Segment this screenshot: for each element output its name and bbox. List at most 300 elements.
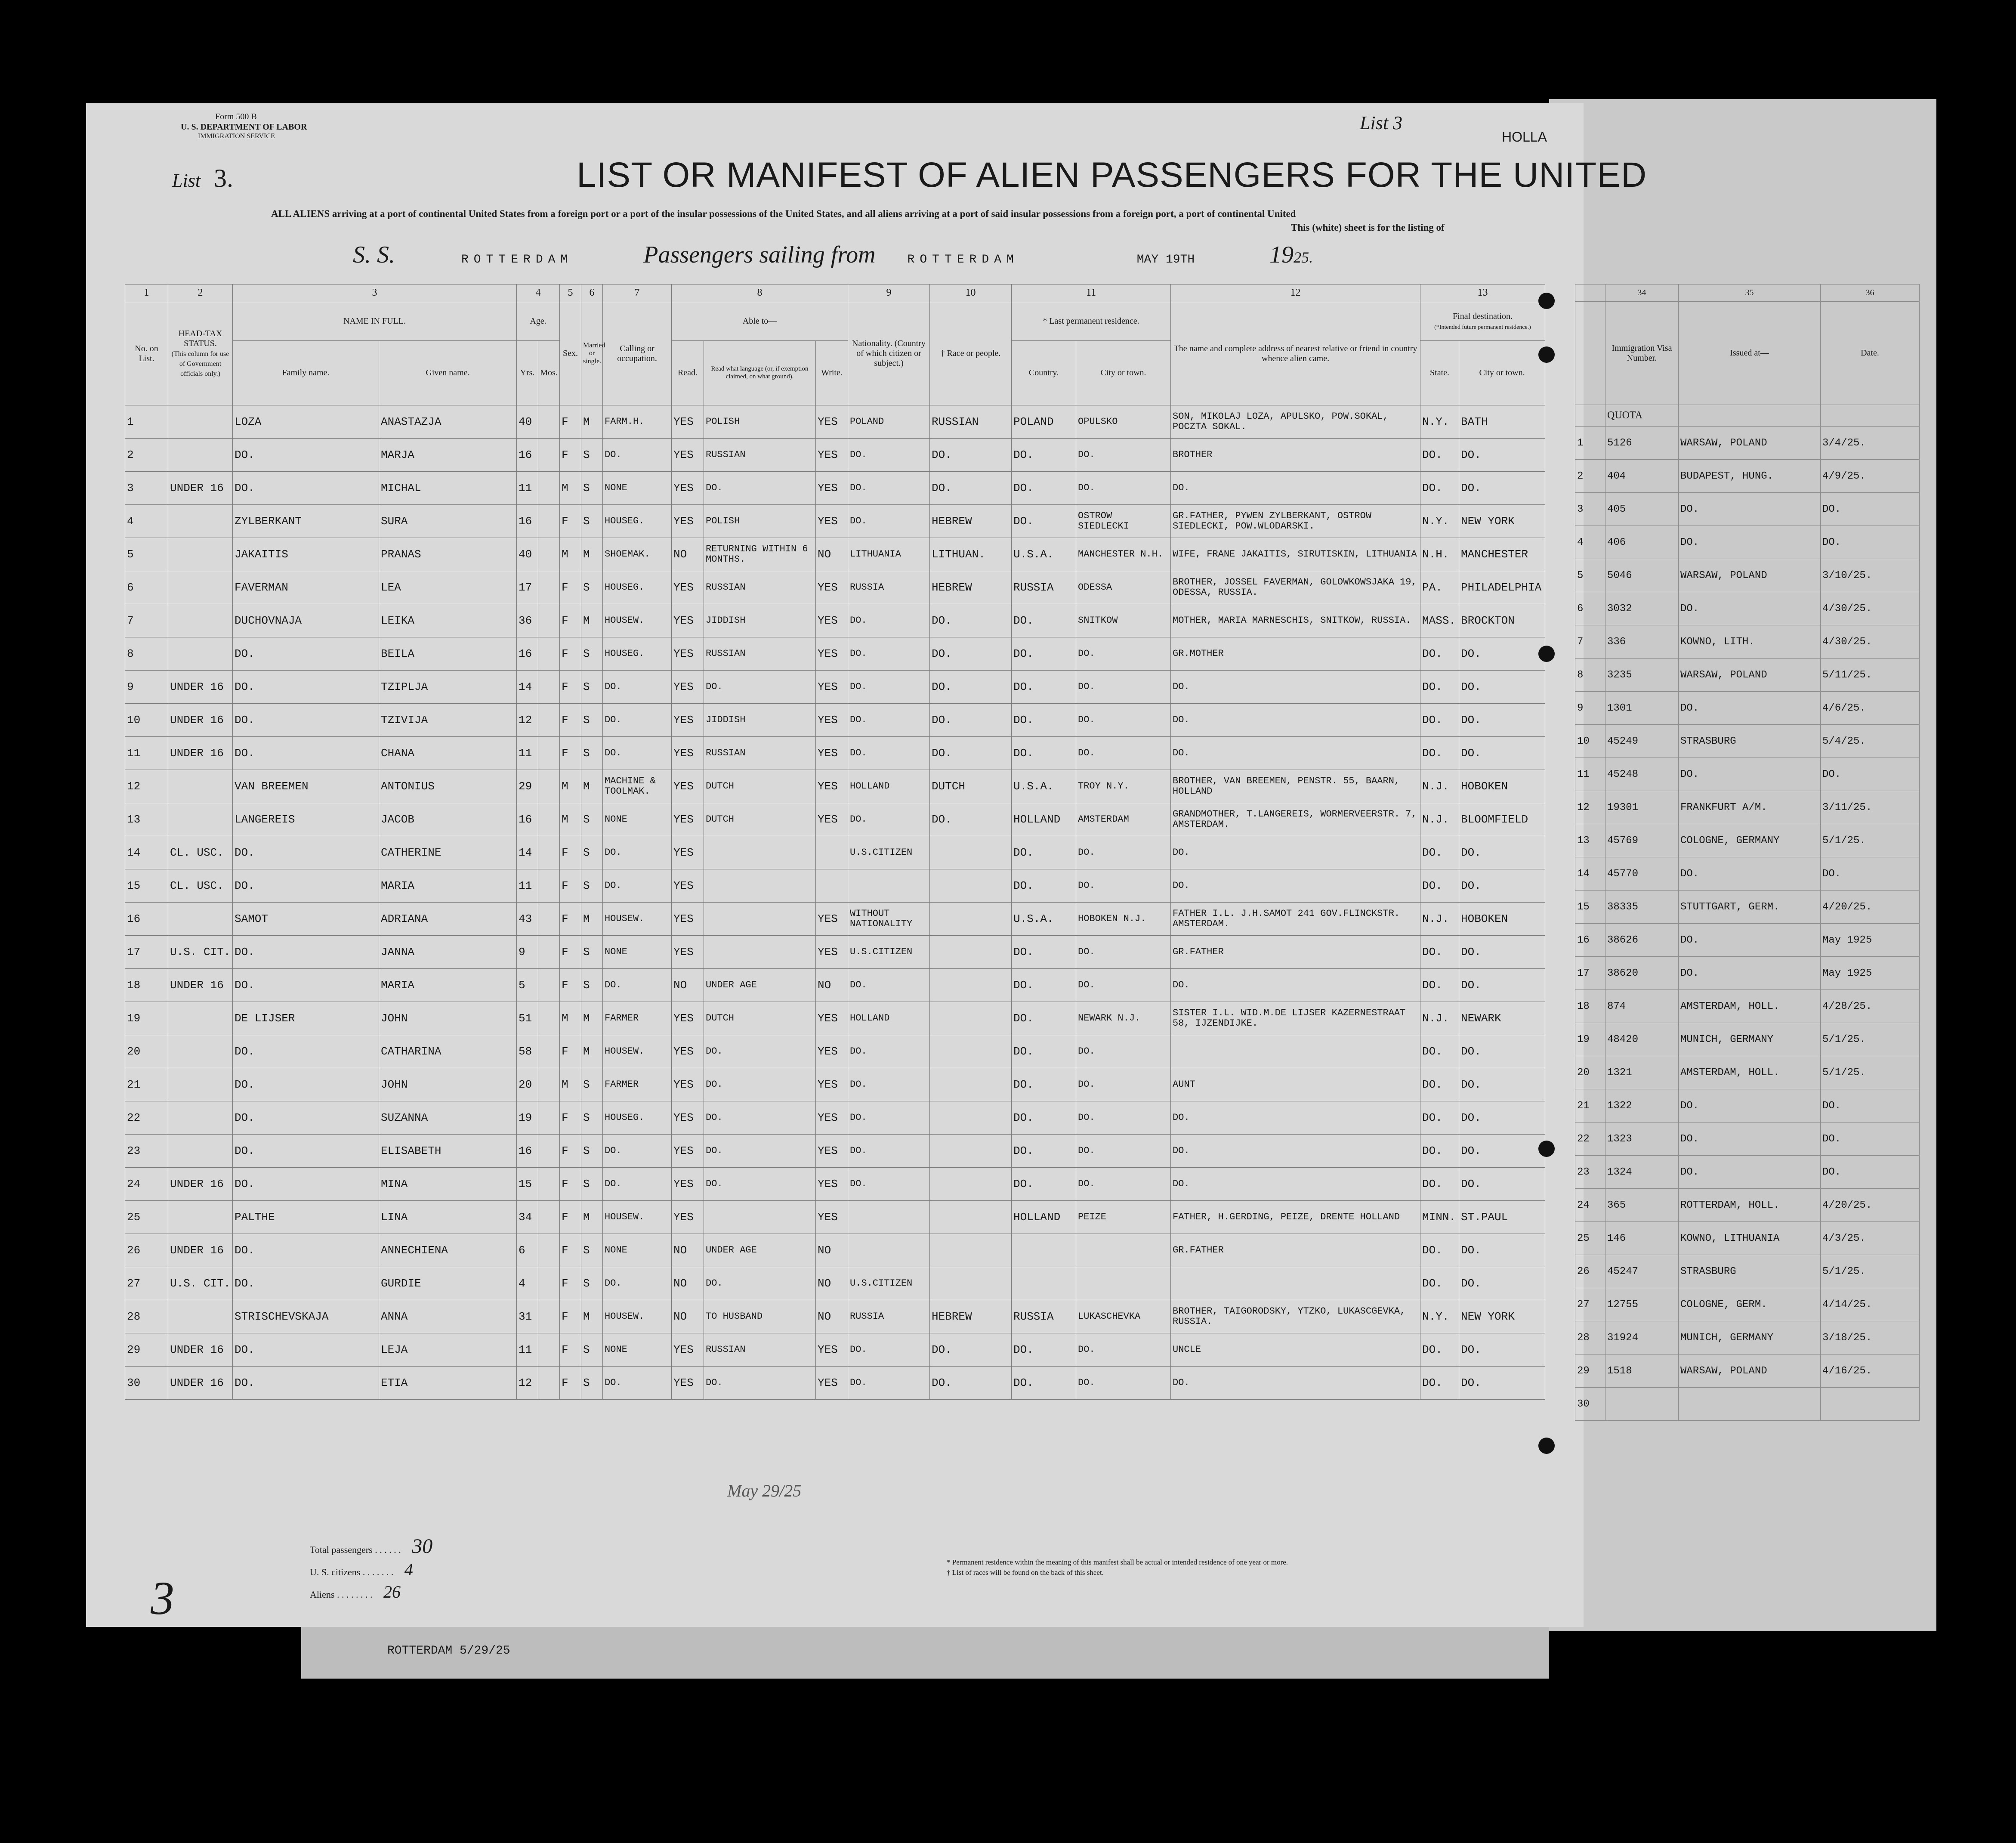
visa-cell-visa: 3235 bbox=[1605, 659, 1679, 692]
visa-cell-issued: DO. bbox=[1679, 1089, 1821, 1122]
cell-given: MARIA bbox=[379, 969, 517, 1002]
cell-nationality: RUSSIA bbox=[848, 571, 930, 604]
cell-read: NO bbox=[672, 538, 704, 571]
visa-cell-date bbox=[1821, 1388, 1920, 1421]
visa-row bbox=[1575, 592, 1920, 625]
cell-race bbox=[930, 969, 1012, 1002]
cell-lang bbox=[704, 1201, 816, 1234]
visa-cell-visa: 1322 bbox=[1605, 1089, 1679, 1122]
cell-ms: S bbox=[581, 936, 603, 969]
cell-family: LOZA bbox=[233, 405, 379, 439]
cell-read: YES bbox=[672, 604, 704, 637]
instruction-line-1: ALL ALIENS arriving at a port of continental United States from a foreign port or a port of the insular possessions of the United States, and all aliens arriving at a port of said insular possessions from a foreign port, a port of continental United bbox=[271, 208, 1296, 219]
cell-calling: DO. bbox=[603, 969, 672, 1002]
header-head-tax-title: HEAD-TAX STATUS. bbox=[178, 329, 222, 348]
header-sex: Sex. bbox=[560, 302, 581, 405]
visa-cell-no: 21 bbox=[1575, 1089, 1605, 1122]
cell-write: NO bbox=[816, 1267, 848, 1300]
visa-cell-issued: COLOGNE, GERM. bbox=[1679, 1288, 1821, 1321]
cell-race: DO. bbox=[930, 803, 1012, 836]
cell-country: DO. bbox=[1012, 1333, 1076, 1367]
col-num-3: 3 bbox=[233, 284, 517, 302]
cell-mos bbox=[538, 505, 560, 538]
cell-write: YES bbox=[816, 571, 848, 604]
cell-tax bbox=[168, 505, 233, 538]
cell-read: YES bbox=[672, 1201, 704, 1234]
cell-state: DO. bbox=[1420, 869, 1459, 903]
visa-colnum-34: 34 bbox=[1605, 284, 1679, 302]
cell-given: ELISABETH bbox=[379, 1135, 517, 1168]
visa-cell-visa: 45770 bbox=[1605, 857, 1679, 891]
table-row bbox=[125, 704, 1545, 737]
cell-sex: F bbox=[560, 1135, 581, 1168]
cell-dest: DO. bbox=[1459, 1135, 1545, 1168]
cell-dest: DO. bbox=[1459, 1068, 1545, 1101]
visa-cell-date: 3/11/25. bbox=[1821, 791, 1920, 824]
visa-row bbox=[1575, 891, 1920, 924]
visa-cell-issued bbox=[1679, 1388, 1821, 1421]
cell-country: POLAND bbox=[1012, 405, 1076, 439]
cell-city bbox=[1076, 1267, 1171, 1300]
cell-write: YES bbox=[816, 1135, 848, 1168]
handwritten-bottom: May 29/25 bbox=[727, 1481, 802, 1500]
cell-country: DO. bbox=[1012, 472, 1076, 505]
manifest-table bbox=[125, 284, 1545, 1400]
col-num-7: 7 bbox=[603, 284, 672, 302]
visa-cell-date: DO. bbox=[1821, 1122, 1920, 1156]
cell-mos bbox=[538, 1267, 560, 1300]
cell-lang bbox=[704, 836, 816, 869]
cell-given: LEJA bbox=[379, 1333, 517, 1367]
cell-family: DO. bbox=[233, 1267, 379, 1300]
cell-yrs: 5 bbox=[517, 969, 538, 1002]
cell-write: YES bbox=[816, 1367, 848, 1400]
cell-read: YES bbox=[672, 405, 704, 439]
cell-relative: DO. bbox=[1171, 1135, 1420, 1168]
header-nationality: Nationality. (Country of which citizen or subject.) bbox=[848, 302, 930, 405]
cell-dest: PHILADELPHIA bbox=[1459, 571, 1545, 604]
cell-mos bbox=[538, 1367, 560, 1400]
cell-city: OSTROW SIEDLECKI bbox=[1076, 505, 1171, 538]
visa-cell-no: 5 bbox=[1575, 559, 1605, 592]
visa-cell-no: 12 bbox=[1575, 791, 1605, 824]
cell-sex: F bbox=[560, 405, 581, 439]
cell-country bbox=[1012, 1267, 1076, 1300]
cell-sex: M bbox=[560, 770, 581, 803]
header-final-destination-title: Final destination. bbox=[1453, 311, 1513, 321]
instruction-line-2: This (white) sheet is for the listing of bbox=[1291, 222, 1445, 233]
cell-calling: HOUSEG. bbox=[603, 1101, 672, 1135]
cell-mos bbox=[538, 903, 560, 936]
cell-city: DO. bbox=[1076, 1135, 1171, 1168]
cell-mos bbox=[538, 1068, 560, 1101]
cell-tax bbox=[168, 770, 233, 803]
visa-cell-visa bbox=[1605, 1388, 1679, 1421]
visa-cell-date: 3/10/25. bbox=[1821, 559, 1920, 592]
cell-city: DO. bbox=[1076, 737, 1171, 770]
visa-cell-no: 30 bbox=[1575, 1388, 1605, 1421]
cell-sex: F bbox=[560, 836, 581, 869]
cell-read: YES bbox=[672, 770, 704, 803]
cell-given: MINA bbox=[379, 1168, 517, 1201]
cell-country: HOLLAND bbox=[1012, 1201, 1076, 1234]
cell-write: YES bbox=[816, 1035, 848, 1068]
cell-given: ANTONIUS bbox=[379, 770, 517, 803]
cell-read: NO bbox=[672, 1267, 704, 1300]
total-passengers-row: Total passengers . . . . . . 30 bbox=[310, 1535, 433, 1558]
cell-mos bbox=[538, 936, 560, 969]
cell-nationality: DO. bbox=[848, 737, 930, 770]
table-row bbox=[125, 439, 1545, 472]
header-name-in-full: NAME IN FULL. bbox=[233, 302, 517, 341]
cell-nationality: DO. bbox=[848, 1367, 930, 1400]
cell-no: 4 bbox=[125, 505, 168, 538]
sailing-date: MAY 19TH bbox=[1136, 253, 1195, 266]
cell-tax: UNDER 16 bbox=[168, 472, 233, 505]
header-calling: Calling or occupation. bbox=[603, 302, 672, 405]
cell-family: DO. bbox=[233, 1101, 379, 1135]
header-read-language: Read what language (or, if exemption claimed, on what ground). bbox=[704, 341, 816, 405]
cell-no: 20 bbox=[125, 1035, 168, 1068]
visa-row bbox=[1575, 957, 1920, 990]
visa-colnum-35: 35 bbox=[1679, 284, 1821, 302]
visa-row bbox=[1575, 725, 1920, 758]
cell-no: 1 bbox=[125, 405, 168, 439]
list-top-right: List 3 bbox=[1360, 112, 1403, 133]
cell-state: DO. bbox=[1420, 936, 1459, 969]
cell-dest: HOBOKEN bbox=[1459, 903, 1545, 936]
us-citizens-row: U. S. citizens . . . . . . . 4 bbox=[310, 1560, 413, 1579]
cell-ms: S bbox=[581, 1135, 603, 1168]
cell-yrs: 40 bbox=[517, 405, 538, 439]
cell-mos bbox=[538, 869, 560, 903]
col-num-11: 11 bbox=[1012, 284, 1171, 302]
cell-no: 17 bbox=[125, 936, 168, 969]
cell-ms: S bbox=[581, 1168, 603, 1201]
cell-write: YES bbox=[816, 1333, 848, 1367]
visa-row bbox=[1575, 1321, 1920, 1354]
cell-calling: NONE bbox=[603, 936, 672, 969]
cell-dest: DO. bbox=[1459, 1267, 1545, 1300]
cell-race: HEBREW bbox=[930, 1300, 1012, 1333]
cell-calling: NONE bbox=[603, 472, 672, 505]
cell-race bbox=[930, 869, 1012, 903]
list-text: List bbox=[172, 170, 201, 191]
under-sheet-text: ROTTERDAM 5/29/25 bbox=[387, 1644, 510, 1657]
cell-sex: M bbox=[560, 1068, 581, 1101]
cell-sex: F bbox=[560, 903, 581, 936]
cell-sex: F bbox=[560, 1367, 581, 1400]
cell-no: 26 bbox=[125, 1234, 168, 1267]
cell-relative: GR.FATHER bbox=[1171, 936, 1420, 969]
cell-write: YES bbox=[816, 505, 848, 538]
table-row bbox=[125, 1267, 1545, 1300]
cell-given: ANNECHIENA bbox=[379, 1234, 517, 1267]
cell-state: N.Y. bbox=[1420, 1300, 1459, 1333]
cell-no: 30 bbox=[125, 1367, 168, 1400]
visa-cell-visa: 38620 bbox=[1605, 957, 1679, 990]
header-state: State. bbox=[1420, 341, 1459, 405]
cell-tax: UNDER 16 bbox=[168, 704, 233, 737]
header-family-name: Family name. bbox=[233, 341, 379, 405]
cell-tax: UNDER 16 bbox=[168, 969, 233, 1002]
cell-race bbox=[930, 1135, 1012, 1168]
col-num-5: 5 bbox=[560, 284, 581, 302]
cell-family: DO. bbox=[233, 472, 379, 505]
visa-cell-no: 28 bbox=[1575, 1321, 1605, 1354]
table-row bbox=[125, 969, 1545, 1002]
cell-nationality: DO. bbox=[848, 1068, 930, 1101]
visa-cell-date: 4/20/25. bbox=[1821, 1189, 1920, 1222]
cell-race bbox=[930, 1201, 1012, 1234]
cell-dest: DO. bbox=[1459, 836, 1545, 869]
cell-state: DO. bbox=[1420, 1035, 1459, 1068]
punch-hole bbox=[1538, 293, 1555, 309]
cell-calling: HOUSEW. bbox=[603, 1201, 672, 1234]
cell-sex: F bbox=[560, 704, 581, 737]
cell-mos bbox=[538, 604, 560, 637]
cell-tax bbox=[168, 405, 233, 439]
cell-tax bbox=[168, 604, 233, 637]
cell-yrs: 29 bbox=[517, 770, 538, 803]
visa-row bbox=[1575, 1122, 1920, 1156]
punch-hole bbox=[1538, 1141, 1555, 1157]
table-row bbox=[125, 538, 1545, 571]
cell-given: CATHARINA bbox=[379, 1035, 517, 1068]
visa-cell-date: 3/4/25. bbox=[1821, 427, 1920, 460]
cell-relative: GR.FATHER, PYWEN ZYLBERKANT, OSTROW SIEDLECKI, POW.WLODARSKI. bbox=[1171, 505, 1420, 538]
cell-mos bbox=[538, 1002, 560, 1035]
cell-read: YES bbox=[672, 1168, 704, 1201]
cell-state: DO. bbox=[1420, 439, 1459, 472]
visa-cell-date: 4/30/25. bbox=[1821, 625, 1920, 659]
cell-calling: DO. bbox=[603, 869, 672, 903]
cell-ms: M bbox=[581, 1035, 603, 1068]
visa-cell-no: 29 bbox=[1575, 1354, 1605, 1388]
cell-dest: DO. bbox=[1459, 1367, 1545, 1400]
cell-calling: DO. bbox=[603, 1135, 672, 1168]
visa-cell-date: DO. bbox=[1821, 1089, 1920, 1122]
cell-dest: DO. bbox=[1459, 1035, 1545, 1068]
visa-cell-issued: DO. bbox=[1679, 1122, 1821, 1156]
visa-cell-no: 14 bbox=[1575, 857, 1605, 891]
table-row bbox=[125, 1201, 1545, 1234]
cell-given: JOHN bbox=[379, 1002, 517, 1035]
visa-cell-no: 16 bbox=[1575, 924, 1605, 957]
visa-cell-visa: 38626 bbox=[1605, 924, 1679, 957]
cell-sex: F bbox=[560, 1035, 581, 1068]
cell-tax: UNDER 16 bbox=[168, 671, 233, 704]
cell-read: YES bbox=[672, 472, 704, 505]
visa-row bbox=[1575, 1023, 1920, 1056]
cell-dest: MANCHESTER bbox=[1459, 538, 1545, 571]
cell-yrs: 12 bbox=[517, 704, 538, 737]
cell-dest: DO. bbox=[1459, 1168, 1545, 1201]
cell-nationality: LITHUANIA bbox=[848, 538, 930, 571]
cell-calling: HOUSEG. bbox=[603, 571, 672, 604]
cell-nationality: HOLLAND bbox=[848, 770, 930, 803]
col-num-12: 12 bbox=[1171, 284, 1420, 302]
cell-read: YES bbox=[672, 505, 704, 538]
cell-state: DO. bbox=[1420, 1267, 1459, 1300]
visa-quota-blank-3 bbox=[1821, 405, 1920, 427]
cell-race: DO. bbox=[930, 604, 1012, 637]
col-num-4: 4 bbox=[517, 284, 560, 302]
cell-calling: HOUSEW. bbox=[603, 1035, 672, 1068]
cell-race: LITHUAN. bbox=[930, 538, 1012, 571]
cell-relative: GRANDMOTHER, T.LANGEREIS, WORMERVEERSTR. 7, AMSTERDAM. bbox=[1171, 803, 1420, 836]
cell-lang: POLISH bbox=[704, 505, 816, 538]
visa-cell-issued: STUTTGART, GERM. bbox=[1679, 891, 1821, 924]
cell-calling: NONE bbox=[603, 803, 672, 836]
visa-colnum-blank bbox=[1575, 284, 1605, 302]
cell-tax: U.S. CIT. bbox=[168, 1267, 233, 1300]
cell-calling: FARM.H. bbox=[603, 405, 672, 439]
visa-cell-visa: 5046 bbox=[1605, 559, 1679, 592]
us-citizens-label: U. S. citizens bbox=[310, 1567, 361, 1577]
visa-cell-visa: 45769 bbox=[1605, 824, 1679, 857]
visa-cell-date: 4/3/25. bbox=[1821, 1222, 1920, 1255]
cell-no: 18 bbox=[125, 969, 168, 1002]
cell-dest: NEW YORK bbox=[1459, 1300, 1545, 1333]
cell-lang: RUSSIAN bbox=[704, 1333, 816, 1367]
visa-colnum-36: 36 bbox=[1821, 284, 1920, 302]
cell-nationality: U.S.CITIZEN bbox=[848, 936, 930, 969]
cell-relative: GR.MOTHER bbox=[1171, 637, 1420, 671]
cell-family: VAN BREEMEN bbox=[233, 770, 379, 803]
visa-row bbox=[1575, 857, 1920, 891]
cell-write: YES bbox=[816, 472, 848, 505]
cell-no: 27 bbox=[125, 1267, 168, 1300]
visa-cell-date: 4/6/25. bbox=[1821, 692, 1920, 725]
cell-calling: MACHINE & TOOLMAK. bbox=[603, 770, 672, 803]
header-age: Age. bbox=[517, 302, 560, 341]
cell-sex: F bbox=[560, 571, 581, 604]
cell-calling: NONE bbox=[603, 1234, 672, 1267]
top-right-fragment: HOLLA bbox=[1502, 129, 1547, 145]
visa-cell-visa: 1324 bbox=[1605, 1156, 1679, 1189]
cell-relative: SISTER I.L. WID.M.DE LIJSER KAZERNESTRAAT 58, IJZENDIJKE. bbox=[1171, 1002, 1420, 1035]
cell-state: DO. bbox=[1420, 1367, 1459, 1400]
cell-dest: BATH bbox=[1459, 405, 1545, 439]
cell-mos bbox=[538, 737, 560, 770]
table-row bbox=[125, 604, 1545, 637]
cell-nationality bbox=[848, 1201, 930, 1234]
cell-dest: HOBOKEN bbox=[1459, 770, 1545, 803]
visa-cell-issued: FRANKFURT A/M. bbox=[1679, 791, 1821, 824]
visa-cell-visa: 365 bbox=[1605, 1189, 1679, 1222]
visa-cell-visa: 12755 bbox=[1605, 1288, 1679, 1321]
cell-no: 29 bbox=[125, 1333, 168, 1367]
cell-city bbox=[1076, 1234, 1171, 1267]
cell-yrs: 11 bbox=[517, 1333, 538, 1367]
cell-ms: S bbox=[581, 472, 603, 505]
visa-cell-issued: DO. bbox=[1679, 1156, 1821, 1189]
total-passengers-value: 30 bbox=[412, 1535, 433, 1558]
cell-relative: DO. bbox=[1171, 704, 1420, 737]
visa-cell-no: 27 bbox=[1575, 1288, 1605, 1321]
cell-given: CATHERINE bbox=[379, 836, 517, 869]
cell-nationality: DO. bbox=[848, 1035, 930, 1068]
cell-mos bbox=[538, 1300, 560, 1333]
cell-city: ODESSA bbox=[1076, 571, 1171, 604]
cell-mos bbox=[538, 704, 560, 737]
visa-cell-no: 15 bbox=[1575, 891, 1605, 924]
cell-dest: DO. bbox=[1459, 637, 1545, 671]
cell-tax: UNDER 16 bbox=[168, 1168, 233, 1201]
us-citizens-value: 4 bbox=[404, 1560, 413, 1579]
cell-state: DO. bbox=[1420, 704, 1459, 737]
visa-cell-date: 5/1/25. bbox=[1821, 1023, 1920, 1056]
cell-mos bbox=[538, 538, 560, 571]
table-row bbox=[125, 1135, 1545, 1168]
cell-relative: DO. bbox=[1171, 1367, 1420, 1400]
cell-tax: UNDER 16 bbox=[168, 737, 233, 770]
cell-read: YES bbox=[672, 836, 704, 869]
cell-no: 3 bbox=[125, 472, 168, 505]
visa-body bbox=[1575, 427, 1920, 1421]
punch-hole bbox=[1538, 1438, 1555, 1454]
cell-no: 9 bbox=[125, 671, 168, 704]
cell-state: DO. bbox=[1420, 472, 1459, 505]
header-country: Country. bbox=[1012, 341, 1076, 405]
header-read: Read. bbox=[672, 341, 704, 405]
cell-read: NO bbox=[672, 1234, 704, 1267]
cell-nationality: WITHOUT NATIONALITY bbox=[848, 903, 930, 936]
cell-nationality: DO. bbox=[848, 505, 930, 538]
visa-row bbox=[1575, 824, 1920, 857]
cell-city: DO. bbox=[1076, 472, 1171, 505]
cell-given: JANNA bbox=[379, 936, 517, 969]
cell-given: LINA bbox=[379, 1201, 517, 1234]
table-row bbox=[125, 1002, 1545, 1035]
visa-header-blank bbox=[1575, 302, 1605, 405]
cell-state: DO. bbox=[1420, 1135, 1459, 1168]
cell-no: 5 bbox=[125, 538, 168, 571]
cell-yrs: 19 bbox=[517, 1101, 538, 1135]
cell-sex: F bbox=[560, 505, 581, 538]
cell-nationality: POLAND bbox=[848, 405, 930, 439]
cell-yrs: 11 bbox=[517, 869, 538, 903]
header-no-on-list: No. on List. bbox=[125, 302, 168, 405]
cell-relative: SON, MIKOLAJ LOZA, APULSKO, POW.SOKAL, POCZTA SOKAL. bbox=[1171, 405, 1420, 439]
cell-write: YES bbox=[816, 704, 848, 737]
cell-tax bbox=[168, 637, 233, 671]
cell-city: LUKASCHEVKA bbox=[1076, 1300, 1171, 1333]
cell-ms: M bbox=[581, 538, 603, 571]
cell-relative: FATHER I.L. J.H.SAMOT 241 GOV.FLINCKSTR. AMSTERDAM. bbox=[1171, 903, 1420, 936]
cell-country: HOLLAND bbox=[1012, 803, 1076, 836]
cell-lang: RUSSIAN bbox=[704, 571, 816, 604]
cell-calling: HOUSEW. bbox=[603, 604, 672, 637]
cell-lang: DUTCH bbox=[704, 770, 816, 803]
cell-country: DO. bbox=[1012, 1002, 1076, 1035]
cell-tax bbox=[168, 439, 233, 472]
cell-country: DO. bbox=[1012, 836, 1076, 869]
cell-no: 12 bbox=[125, 770, 168, 803]
visa-cell-no: 17 bbox=[1575, 957, 1605, 990]
cell-city: PEIZE bbox=[1076, 1201, 1171, 1234]
visa-cell-visa: 3032 bbox=[1605, 592, 1679, 625]
cell-race: DUTCH bbox=[930, 770, 1012, 803]
cell-given: LEIKA bbox=[379, 604, 517, 637]
table-row bbox=[125, 472, 1545, 505]
visa-cell-no: 8 bbox=[1575, 659, 1605, 692]
cell-mos bbox=[538, 1135, 560, 1168]
cell-family: DO. bbox=[233, 737, 379, 770]
cell-city: DO. bbox=[1076, 671, 1171, 704]
cell-read: YES bbox=[672, 1035, 704, 1068]
